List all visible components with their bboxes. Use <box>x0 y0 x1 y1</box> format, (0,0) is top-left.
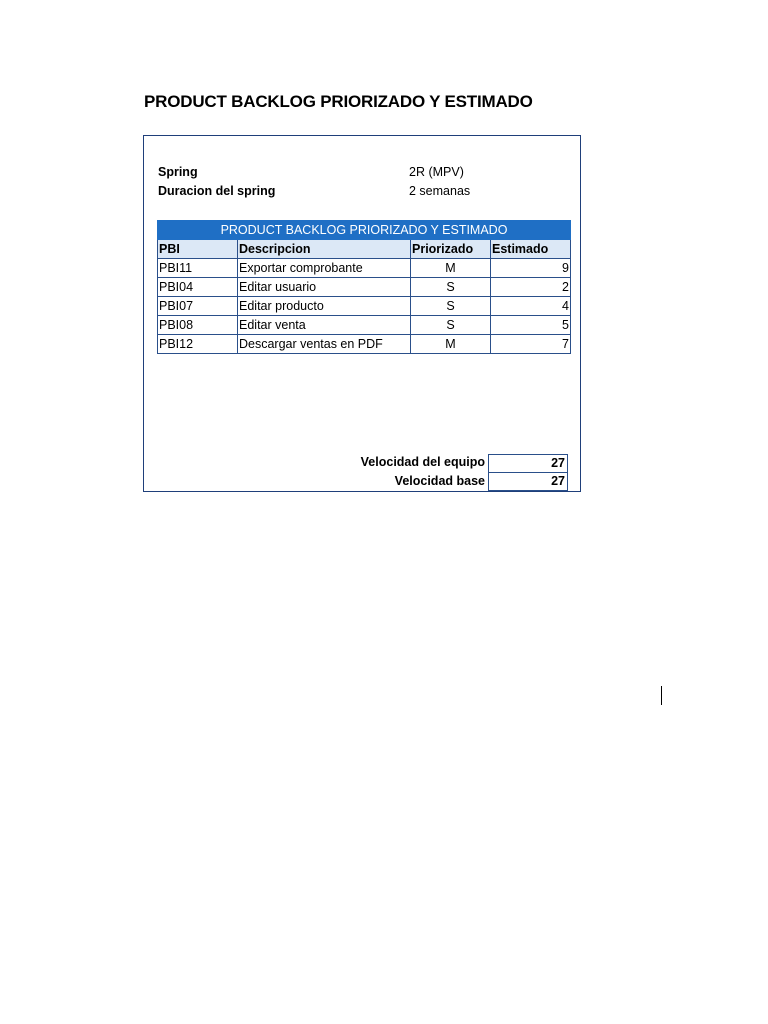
cell-descripcion: Editar usuario <box>238 278 411 297</box>
duration-value: 2 semanas <box>409 184 471 198</box>
header-estimado: Estimado <box>491 240 571 259</box>
cell-descripcion: Exportar comprobante <box>238 259 411 278</box>
cell-estimado: 4 <box>491 297 571 316</box>
spring-value: 2R (MPV) <box>409 165 464 179</box>
team-velocity-value: 27 <box>488 454 568 473</box>
table-header-row <box>158 240 571 259</box>
cell-estimado: 2 <box>491 278 571 297</box>
table-row <box>158 335 571 354</box>
cell-priorizado: S <box>411 297 491 316</box>
backlog-table <box>157 220 571 354</box>
cell-descripcion: Editar producto <box>238 297 411 316</box>
cell-priorizado: S <box>411 316 491 335</box>
backlog-sheet <box>143 135 581 492</box>
cell-estimado: 5 <box>491 316 571 335</box>
base-velocity-label: Velocidad base <box>394 474 485 488</box>
cell-pbi: PBI08 <box>158 316 238 335</box>
cell-priorizado: S <box>411 278 491 297</box>
table-row <box>158 278 571 297</box>
header-descripcion: Descripcion <box>238 240 411 259</box>
table-row <box>158 316 571 335</box>
cell-estimado: 9 <box>491 259 571 278</box>
cell-descripcion: Editar venta <box>238 316 411 335</box>
cell-estimado: 7 <box>491 335 571 354</box>
duration-label: Duracion del spring <box>158 184 276 198</box>
table-banner: PRODUCT BACKLOG PRIORIZADO Y ESTIMADO <box>158 221 571 240</box>
base-velocity-value: 27 <box>488 472 568 491</box>
header-pbi: PBI <box>158 240 238 259</box>
header-priorizado: Priorizado <box>411 240 491 259</box>
cell-pbi: PBI11 <box>158 259 238 278</box>
cell-priorizado: M <box>411 259 491 278</box>
cell-pbi: PBI12 <box>158 335 238 354</box>
cell-pbi: PBI04 <box>158 278 238 297</box>
cell-descripcion: Descargar ventas en PDF <box>238 335 411 354</box>
cell-pbi: PBI07 <box>158 297 238 316</box>
table-row <box>158 297 571 316</box>
table-banner-row <box>158 221 571 240</box>
document-title: PRODUCT BACKLOG PRIORIZADO Y ESTIMADO <box>144 92 533 111</box>
team-velocity-label: Velocidad del equipo <box>360 455 485 469</box>
cell-priorizado: M <box>411 335 491 354</box>
spring-label: Spring <box>158 165 198 179</box>
text-cursor <box>661 686 662 705</box>
table-row <box>158 259 571 278</box>
